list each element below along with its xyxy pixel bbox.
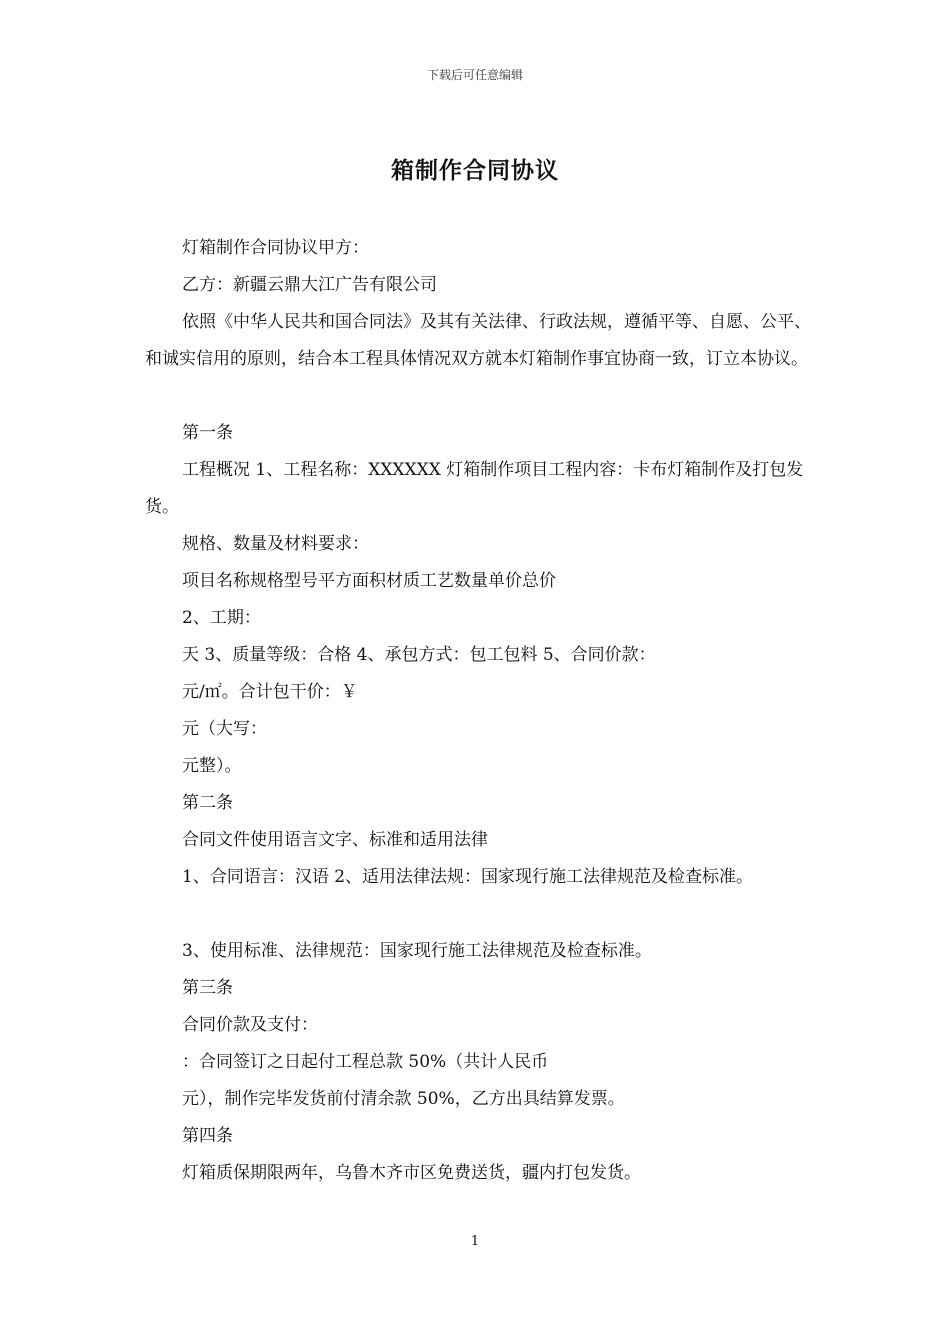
article-2-heading: 第二条 — [182, 793, 233, 813]
paragraph-language-law: 合同文件使用语言文字、标准和适用法律 — [182, 830, 488, 850]
article-4-heading: 第四条 — [182, 1126, 233, 1146]
paragraph-specs-heading: 规格、数量及材料要求： — [182, 534, 369, 554]
paragraph-preamble: 依照《中华人民共和国合同法》及其有关法律、行政法规，遵循平等、自愿、公平、和诚实信用的原则，结合本工程具体情况双方就本灯箱制作事宜协商一致，订立本协议。 — [145, 312, 811, 369]
paragraph-quality-contract: 天 3、质量等级：合格 4、承包方式：包工包料 5、合同价款： — [182, 645, 656, 665]
document-title: 箱制作合同协议 — [391, 157, 559, 184]
article-1-heading: 第一条 — [182, 423, 233, 443]
paragraph-specs-table-header: 项目名称规格型号平方面积材质工艺数量单价总价 — [182, 571, 556, 591]
page-number: 1 — [470, 1234, 480, 1249]
paragraph-standards: 3、使用标准、法律规范：国家现行施工法律规范及检查标准。 — [182, 941, 652, 961]
header-note: 下载后可任意编辑 — [426, 68, 523, 82]
article-3-heading: 第三条 — [182, 978, 233, 998]
paragraph-unit-price: 元/㎡。合计包干价：￥ — [182, 682, 358, 702]
paragraph-payment-balance: 元），制作完毕发货前付清余款 50%，乙方出具结算发票。 — [182, 1089, 625, 1109]
paragraph-party-b: 乙方：新疆云鼎大江广告有限公司 — [182, 275, 437, 295]
paragraph-warranty: 灯箱质保期限两年，乌鲁木齐市区免费送货，疆内打包发货。 — [182, 1163, 641, 1183]
paragraph-payment-first: ：合同签订之日起付工程总款 50%（共计人民币 — [182, 1052, 549, 1072]
paragraph-payment-heading: 合同价款及支付： — [182, 1015, 318, 1035]
paragraph-project-overview: 工程概况 1、工程名称：XXXXXX 灯箱制作项目工程内容：卡布灯箱制作及打包发货。 — [145, 460, 804, 517]
paragraph-amount-end: 元整）。 — [182, 756, 242, 776]
paragraph-schedule: 2、工期： — [182, 608, 261, 628]
paragraph-amount-capital: 元（大写： — [182, 719, 267, 739]
paragraph-party-a: 灯箱制作合同协议甲方： — [182, 238, 369, 258]
paragraph-contract-language: 1、合同语言：汉语 2、适用法律法规：国家现行施工法律规范及检查标准。 — [182, 867, 754, 887]
